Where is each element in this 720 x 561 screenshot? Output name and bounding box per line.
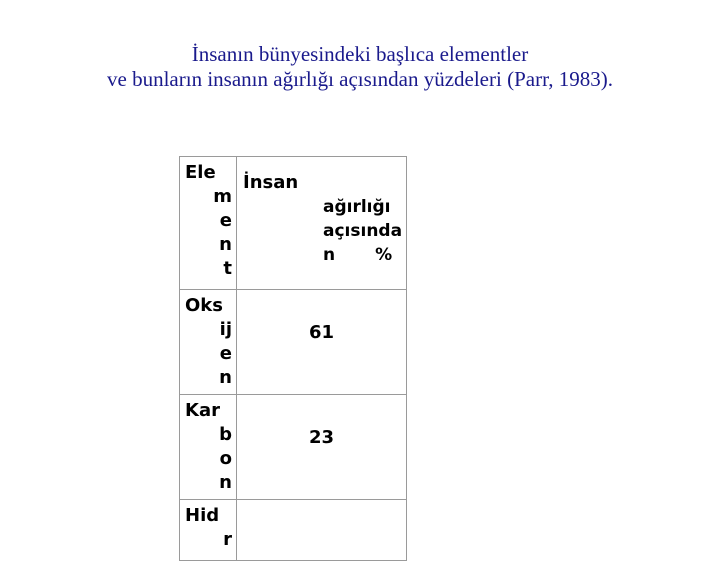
table-row <box>180 395 407 500</box>
title-line-1: İnsanın bünyesindeki başlıca elementler <box>191 42 529 66</box>
slide-title <box>0 42 720 92</box>
value-cell <box>237 395 407 500</box>
element-name-part: n <box>219 367 232 388</box>
header-element-part: Ele <box>185 162 216 183</box>
element-cell <box>180 290 237 395</box>
element-name-part: n <box>219 472 232 493</box>
percent-value: 61 <box>309 322 335 343</box>
element-name-part: b <box>219 424 232 445</box>
element-name-part: e <box>219 343 232 364</box>
header-value-part: ağırlığı <box>323 197 391 217</box>
header-value-part: İnsan <box>243 172 299 193</box>
table-header-row <box>180 157 407 290</box>
element-table <box>179 156 407 561</box>
table-row <box>180 500 407 561</box>
header-value-cell <box>237 157 407 290</box>
element-name-part: o <box>219 448 232 469</box>
element-name-part: Hid <box>185 505 220 526</box>
value-cell <box>237 290 407 395</box>
percent-value: 23 <box>309 427 335 448</box>
title-line-2: ve bunların insanın ağırlığı açısından yüzdeleri (Parr, 1983). <box>107 67 613 91</box>
header-value-part: açısında <box>323 221 403 241</box>
header-element-part: e <box>219 210 232 231</box>
element-cell <box>180 500 237 561</box>
header-value-part: n <box>323 245 336 265</box>
element-name-part: Kar <box>185 400 220 421</box>
element-cell <box>180 395 237 500</box>
percent-value <box>237 500 406 532</box>
header-element-part: t <box>223 258 232 279</box>
header-element-part: m <box>213 186 232 207</box>
element-name-part: r <box>223 529 232 550</box>
header-percent-sign: % <box>375 245 393 265</box>
element-name-part: ij <box>219 319 232 340</box>
table-row <box>180 290 407 395</box>
header-element-part: n <box>219 234 232 255</box>
element-name-part: Oks <box>185 295 223 316</box>
header-element-cell <box>180 157 237 290</box>
value-cell <box>237 500 407 561</box>
